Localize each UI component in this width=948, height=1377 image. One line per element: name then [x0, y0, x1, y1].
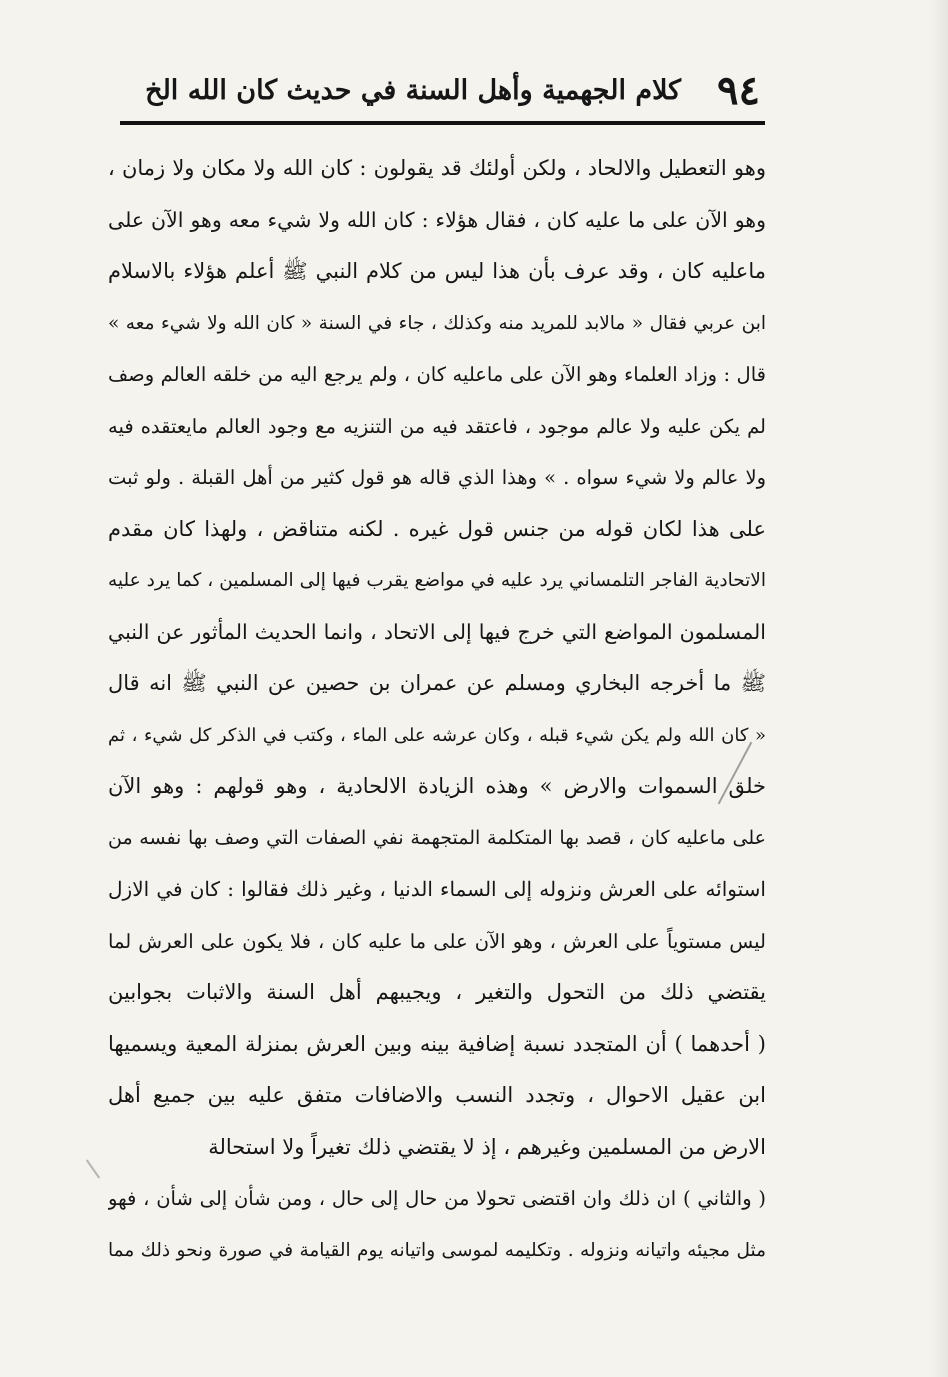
text-line: ﷺ ما أخرجه البخاري ومسلم عن عمران بن حصين عن النبي ﷺ انه قال — [108, 671, 766, 695]
header-rule — [120, 121, 765, 125]
text-line: « كان الله ولم يكن شيء قبله ، وكان عرشه على الماء ، وكتب في الذكر كل شيء ، ثم — [108, 724, 766, 746]
page-number: ٩٤ — [717, 66, 760, 114]
text-line: وهو التعطيل والالحاد ، ولكن أولئك قد يقولون : كان الله ولا مكان ولا زمان ، — [108, 156, 766, 180]
text-line: استوائه على العرش ونزوله إلى السماء الدنيا ، وغير ذلك فقالوا : كان في الازل — [108, 877, 766, 901]
text-line: الارض من المسلمين وغيرهم ، إذ لا يقتضي ذلك تغيراً ولا استحالة — [208, 1134, 766, 1159]
text-line: على هذا لكان قوله من جنس قول غيره . لكنه متناقض ، ولهذا كان مقدم — [108, 516, 766, 541]
text-line: الاتحادية الفاجر التلمساني يرد عليه في مواضع يقرب فيها إلى المسلمين ، كما يرد عليه — [108, 570, 766, 591]
text-line: خلق السموات والارض » وهذه الزيادة الالحادية ، وهو قولهم : وهو الآن — [108, 774, 766, 798]
page-header — [145, 62, 760, 118]
text-line: وهو الآن على ما عليه كان ، فقال هؤلاء : كان الله ولا شيء معه وهو الآن على — [108, 207, 766, 232]
margin-pencil-mark — [86, 1159, 100, 1178]
text-line: ( أحدهما ) أن المتجدد نسبة إضافية بينه وبين العرش بمنزلة المعية ويسميها — [108, 1031, 766, 1056]
text-line: يقتضي ذلك من التحول والتغير ، ويجيبهم أهل السنة والاثبات بجوابين — [108, 980, 766, 1004]
text-line: ماعليه كان ، وقد عرف بأن هذا ليس من كلام النبي ﷺ أعلم هؤلاء بالاسلام — [108, 259, 766, 283]
text-line: قال : وزاد العلماء وهو الآن على ماعليه كان ، ولم يرجع اليه من خلقه العالم وصف — [108, 363, 766, 386]
text-line: لم يكن عليه ولا عالم موجود ، فاعتقد فيه من التنزيه مع وجود العالم مايعتقده فيه — [108, 414, 766, 438]
text-line: مثل مجيئه واتيانه ونزوله . وتكليمه لموسى واتيانه يوم القيامة في صورة ونحو ذلك مما — [108, 1239, 766, 1261]
text-line: على ماعليه كان ، قصد بها المتكلمة المتجهمة نفي الصفات التي وصف بها نفسه من — [108, 826, 766, 849]
text-line: ابن عربي فقال « مالابد للمريد منه وكذلك ، جاء في السنة « كان الله ولا شيء معه » — [108, 312, 766, 334]
text-line: المسلمون المواضع التي خرج فيها إلى الاتحاد ، وانما الحديث المأثور عن النبي — [108, 619, 766, 644]
text-line: ولا عالم ولا شيء سواه . » وهذا الذي قاله هو قول كثير من أهل القبلة . ولو ثبت — [108, 466, 766, 489]
running-title: كلام الجهمية وأهل السنة في حديث كان الله الخ — [145, 74, 682, 106]
page-edge-shadow — [930, 0, 948, 1377]
text-line: ( والثاني ) ان ذلك وان اقتضى تحولا من حال إلى حال ، ومن شأن إلى شأن ، فهو — [108, 1187, 766, 1210]
text-line: ليس مستوياً على العرش ، وهو الآن على ما عليه كان ، فلا يكون على العرش لما — [108, 929, 766, 953]
text-line: ابن عقيل الاحوال ، وتجدد النسب والاضافات متفق عليه بين جميع أهل — [108, 1083, 766, 1107]
body-text — [108, 143, 766, 1276]
